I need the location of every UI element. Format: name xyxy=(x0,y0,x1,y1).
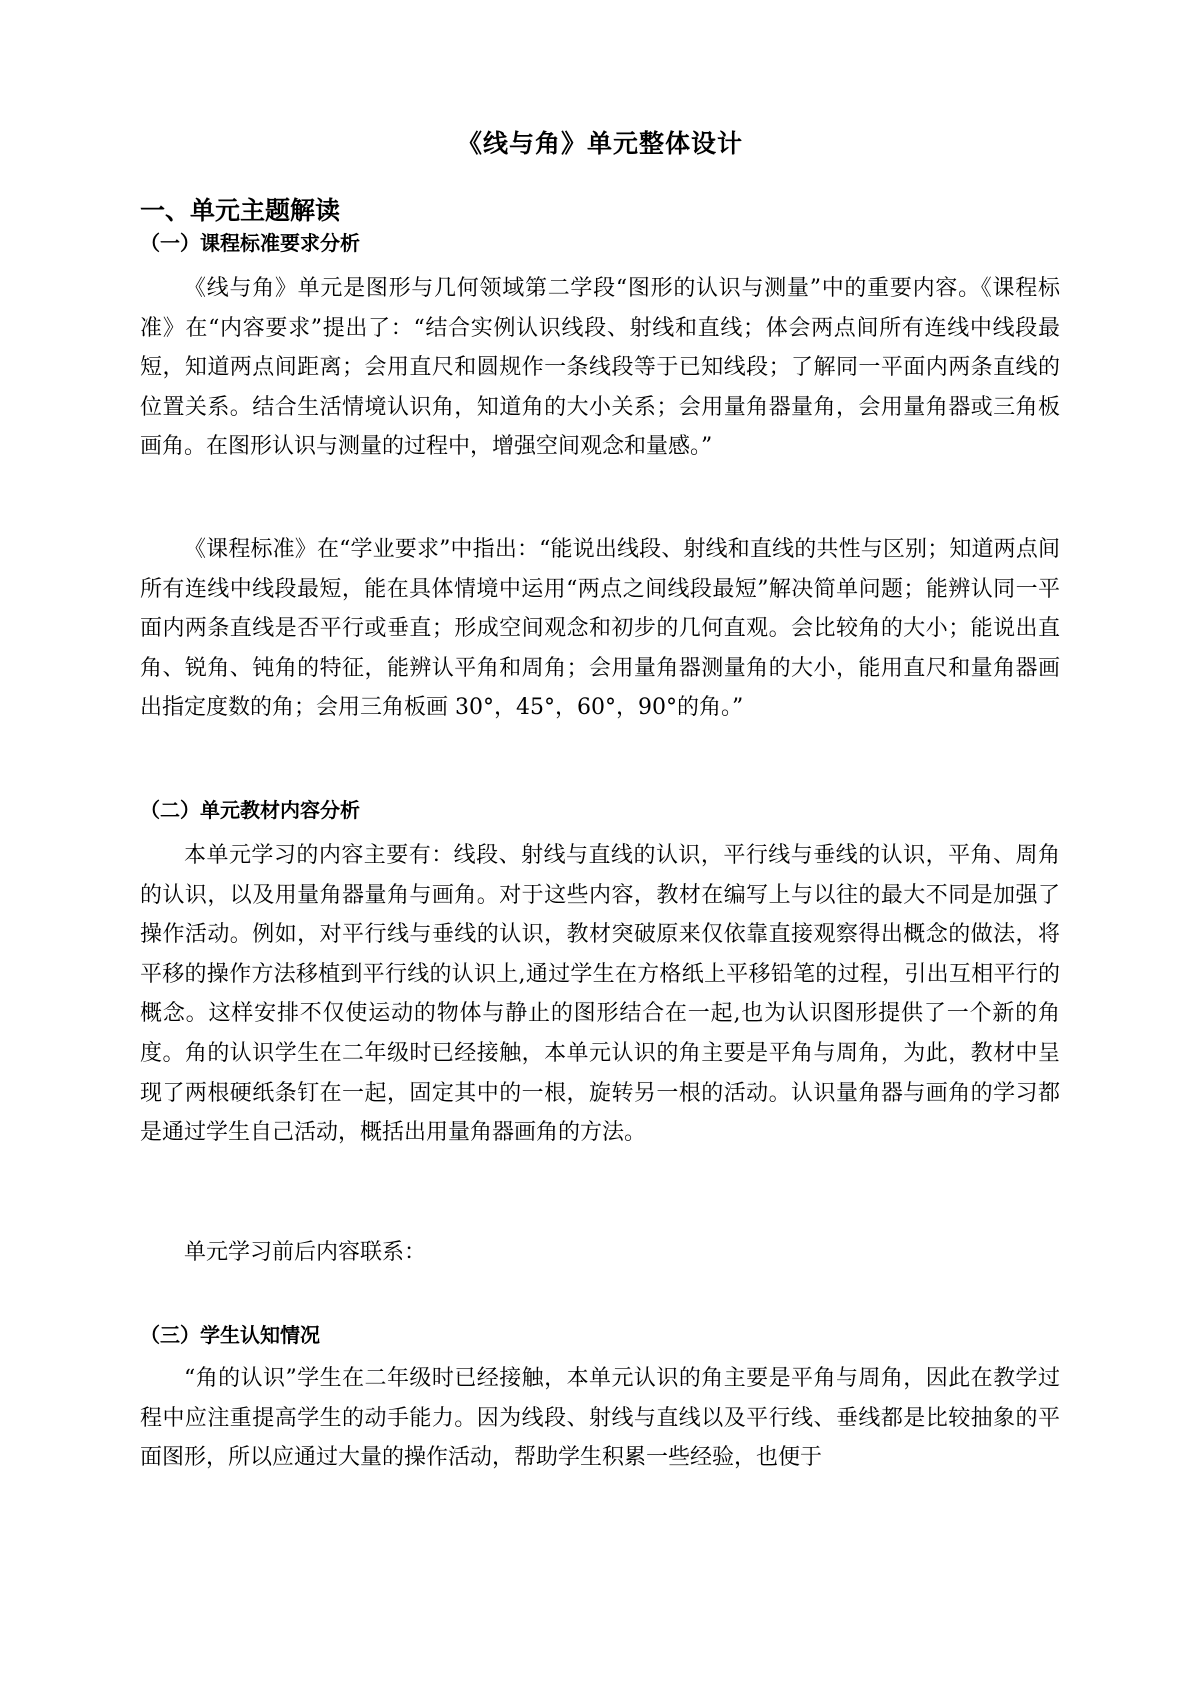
paragraph-textbook-content: 本单元学习的内容主要有：线段、射线与直线的认识，平行线与垂线的认识，平角、周角的认识，以及用量角器量角与画角。对于这些内容，教材在编写上与以往的最大不同是加强了操作活动。例如，对平行线与垂线的认识，教材突破原来仅依靠直接观察得出概念的做法，将平移的操作方法移植到平行线的认识上,通过学生在方格纸上平移铅笔的过程，引出互相平行的概念。这样安排不仅使运动的物体与静止的图形结合在一起,也为认识图形提供了一个新的角度。角的认识学生在二年级时已经接触，本单元认识的角主要是平角与周角，为此，教材中呈现了两根硬纸条钉在一起，固定其中的一根，旋转另一根的活动。认识量角器与画角的学习都是通过学生自己活动，概括出用量角器画角的方法。 xyxy=(140,843,1060,1146)
document-title: 《线与角》单元整体设计 xyxy=(456,129,743,158)
subsection-heading-curriculum: （一）课程标准要求分析 xyxy=(140,231,360,255)
paragraph-content-connection: 单元学习前后内容联系： xyxy=(184,1240,427,1265)
subsection-heading-student-cognition: （三）学生认知情况 xyxy=(140,1323,320,1347)
paragraph-curriculum-academic-requirements: 《课程标准》在“学业要求”中指出：“能说出线段、射线和直线的共性与区别；知道两点间所有连线中线段最短，能在具体情境中运用“两点之间线段最短”解决简单问题；能辨认同一平面内两条直线是否平行或垂直；形成空间观念和初步的几何直观。会比较角的大小；能说出直角、锐角、钝角的特征，能辨认平角和周角；会用量角器测量角的大小，能用直尺和量角器画出指定度数的角；会用三角板画 30°，45°，60°，90°的角。” xyxy=(140,537,1060,721)
paragraph-curriculum-content-requirements: 《线与角》单元是图形与几何领域第二学段“图形的认识与测量”中的重要内容。《课程标准》在“内容要求”提出了：“结合实例认识线段、射线和直线；体会两点间所有连线中线段最短，知道两点间距离；会用直尺和圆规作一条线段等于已知线段；了解同一平面内两条直线的位置关系。结合生活情境认识角，知道角的大小关系；会用量角器量角，会用量角器或三角板画角。在图形认识与测量的过程中，增强空间观念和量感。” xyxy=(140,276,1060,460)
section-heading-unit-theme: 一、单元主题解读 xyxy=(140,196,341,225)
paragraph-student-cognition: “角的认识”学生在二年级时已经接触，本单元认识的角主要是平角与周角，因此在教学过程中应注重提高学生的动手能力。因为线段、射线与直线以及平行线、垂线都是比较抽象的平面图形，所以应通过大量的操作活动，帮助学生积累一些经验，也便于 xyxy=(140,1366,1060,1471)
subsection-heading-textbook-analysis: （二）单元教材内容分析 xyxy=(140,798,360,822)
